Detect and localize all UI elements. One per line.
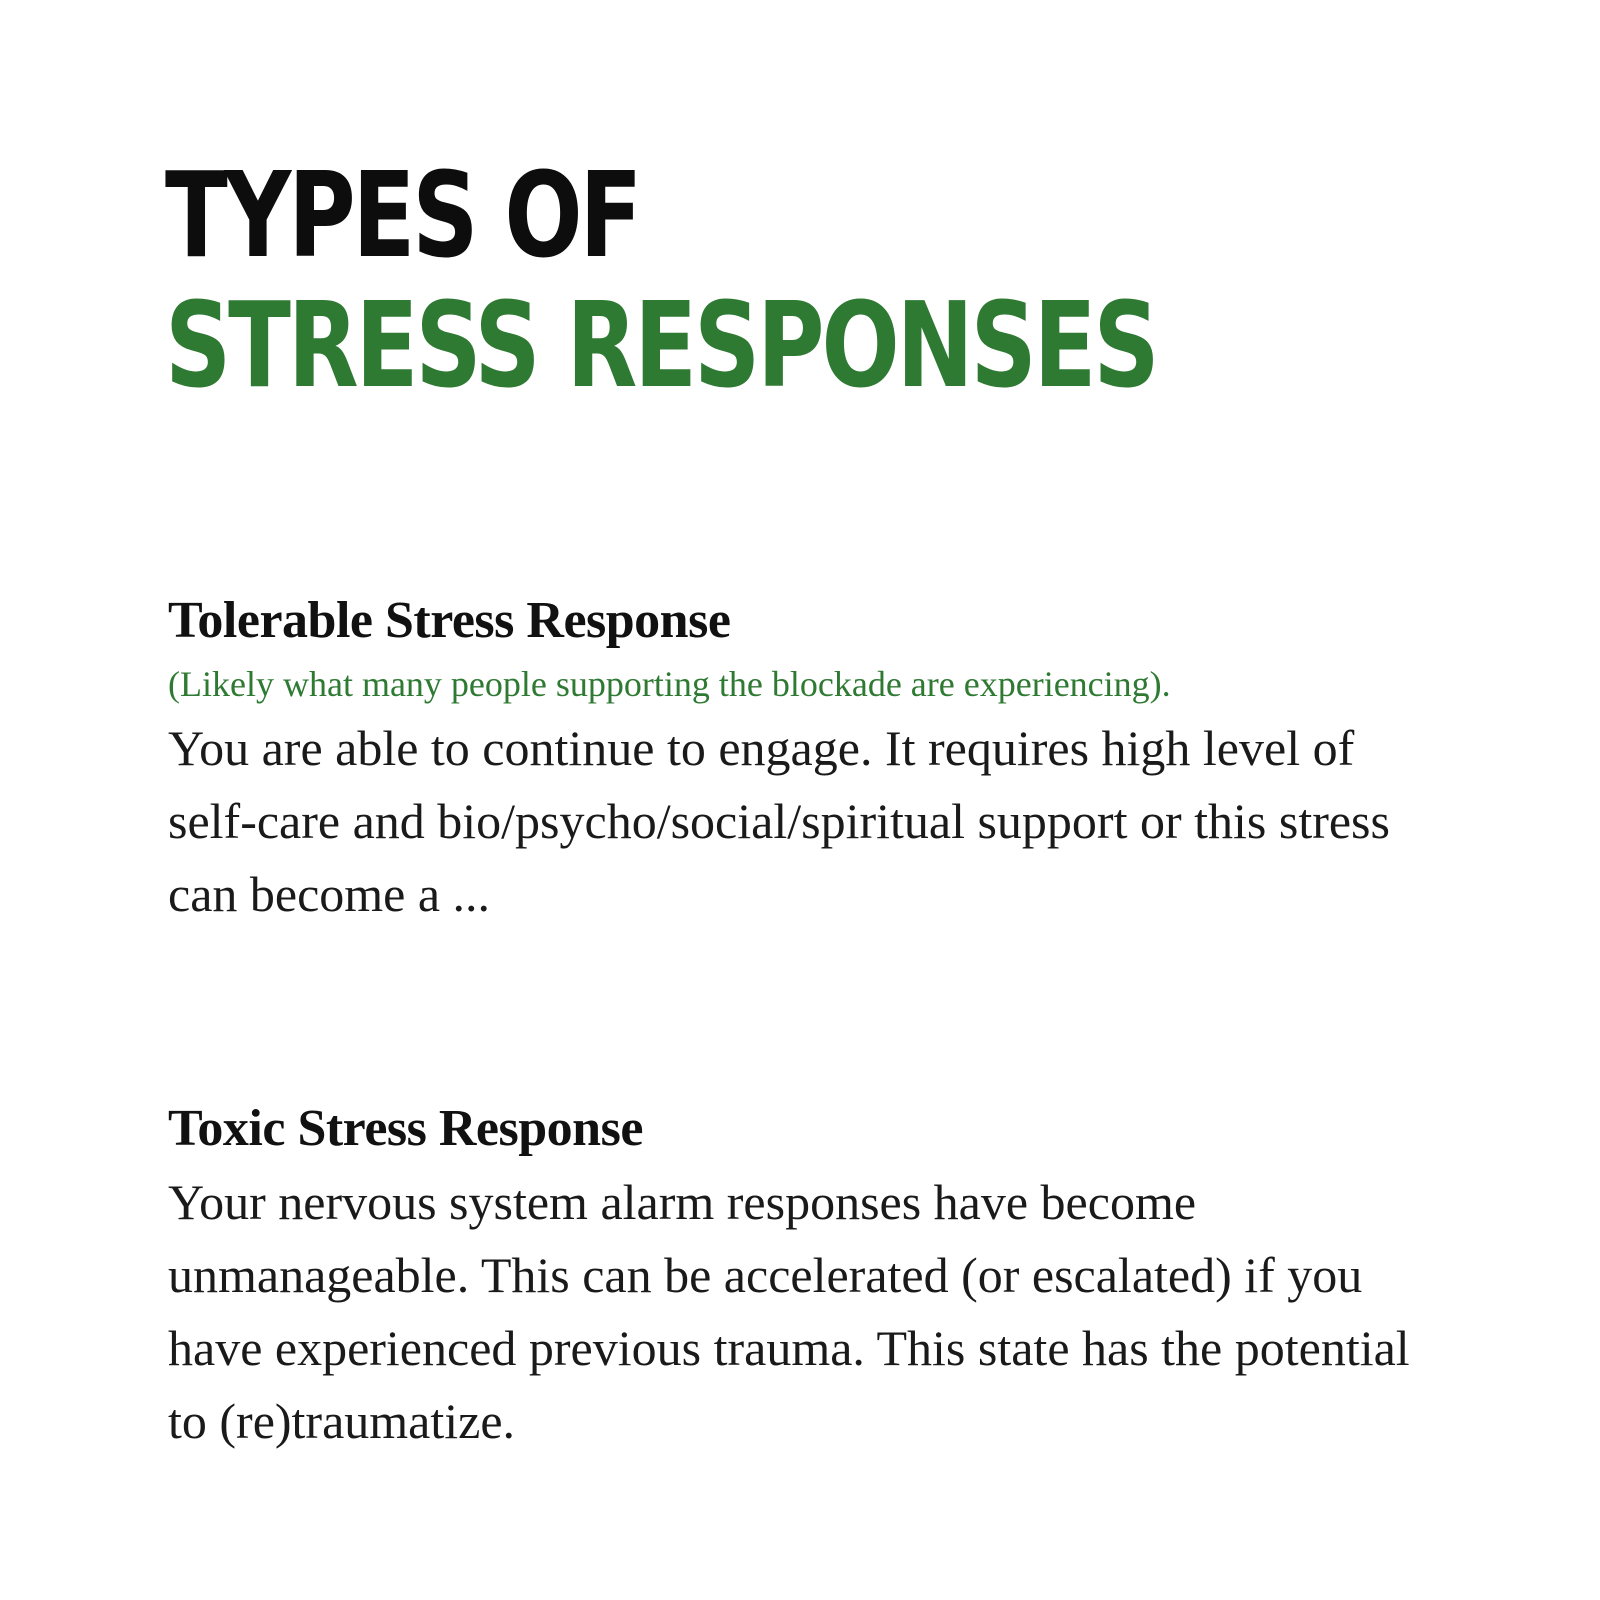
title-line-types-of: TYPES OF <box>165 146 640 284</box>
tolerable-stress-title: Tolerable Stress Response <box>168 592 731 649</box>
toxic-stress-title: Toxic Stress Response <box>168 1100 643 1157</box>
page-title <box>165 146 1436 414</box>
tolerable-stress-note: (Likely what many people supporting the blockade are experiencing). <box>168 664 1171 704</box>
tolerable-stress-section <box>168 590 1468 931</box>
title-line-stress-responses: STRESS RESPONSES <box>165 276 1157 414</box>
toxic-stress-section <box>168 1098 1468 1458</box>
tolerable-stress-body: You are able to continue to engage. It requires high level of self-care and bio/psycho/social/spiritual support or this stress can become a ... <box>168 720 1390 922</box>
toxic-stress-body: Your nervous system alarm responses have become unmanageable. This can be accelerated (or escalated) if you have experienced previous trauma. This state has the potential to (re)traumatize. <box>168 1174 1410 1449</box>
